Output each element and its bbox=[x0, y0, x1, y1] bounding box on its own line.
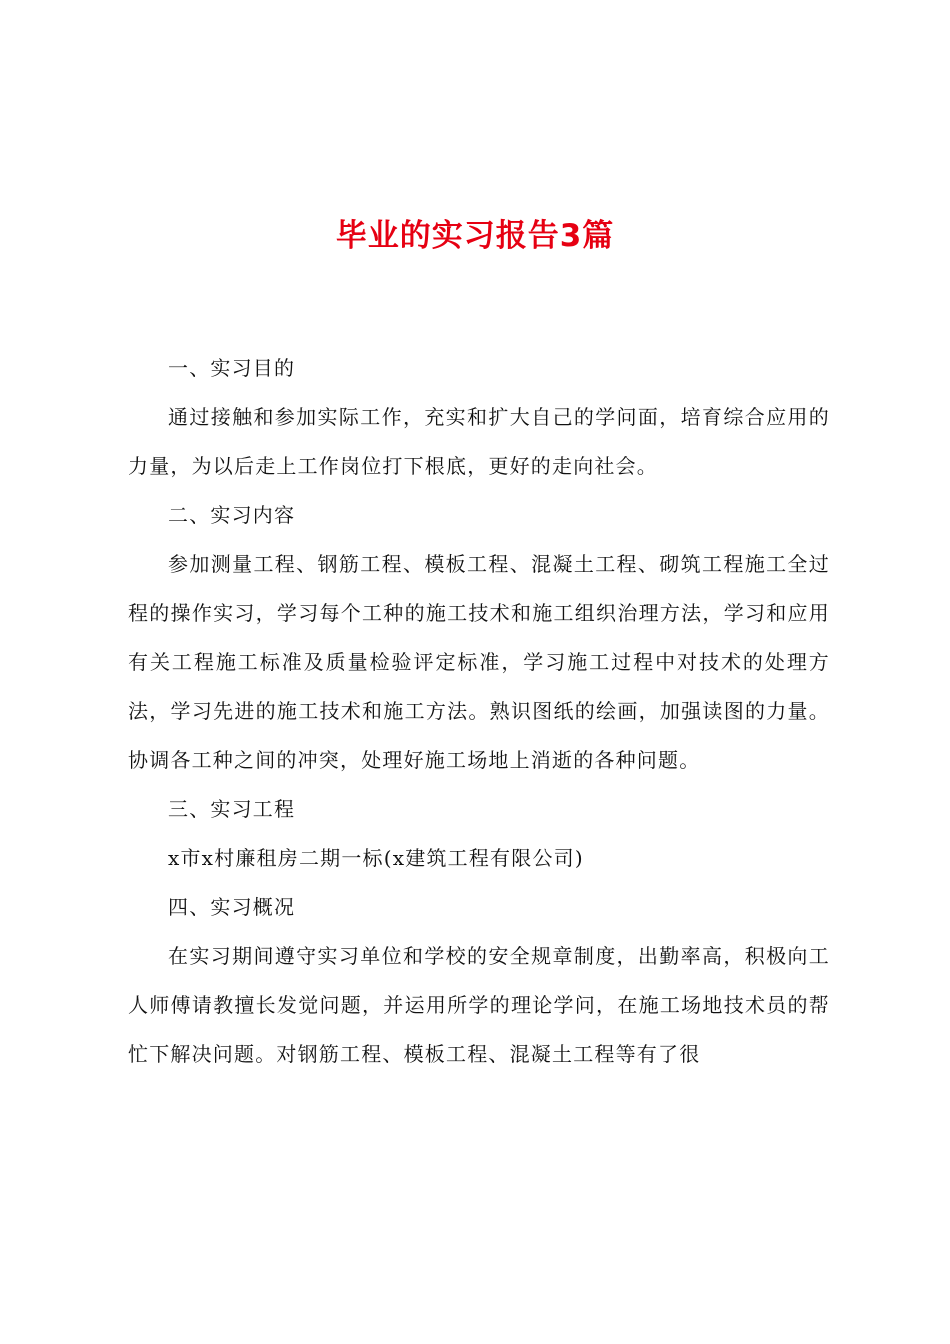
paragraph-project: x市x村廉租房二期一标(x建筑工程有限公司) bbox=[168, 846, 584, 870]
section-heading-content: 二、实习内容 bbox=[168, 503, 296, 527]
paragraph-purpose: 通过接触和参加实际工作，充实和扩大自己的学问面，培育综合应用的力量，为以后走上工作岗位打下根底，更好的走向社会。 bbox=[128, 405, 830, 478]
section-heading-overview: 四、实习概况 bbox=[168, 895, 296, 919]
document-title: 毕业的实习报告3篇 bbox=[335, 218, 615, 254]
section-heading-project: 三、实习工程 bbox=[168, 797, 296, 821]
paragraph-content: 参加测量工程、钢筋工程、模板工程、混凝土工程、砌筑工程施工全过程的操作实习，学习每个工种的施工技术和施工组织治理方法，学习和应用有关工程施工标准及质量检验评定标准，学习施工过程中对技术的处理方法，学习先进的施工技术和施工方法。熟识图纸的绘画，加强读图的力量。协调各工种之间的冲突，处理好施工场地上消逝的各种问题。 bbox=[128, 552, 830, 772]
section-heading-purpose: 一、实习目的 bbox=[168, 356, 296, 380]
document-body bbox=[128, 344, 830, 1079]
paragraph-overview: 在实习期间遵守实习单位和学校的安全规章制度，出勤率高，积极向工人师傅请教擅长发觉问题，并运用所学的理论学问，在施工场地技术员的帮忙下解决问题。对钢筋工程、模板工程、混凝土工程等有了很 bbox=[128, 944, 830, 1066]
